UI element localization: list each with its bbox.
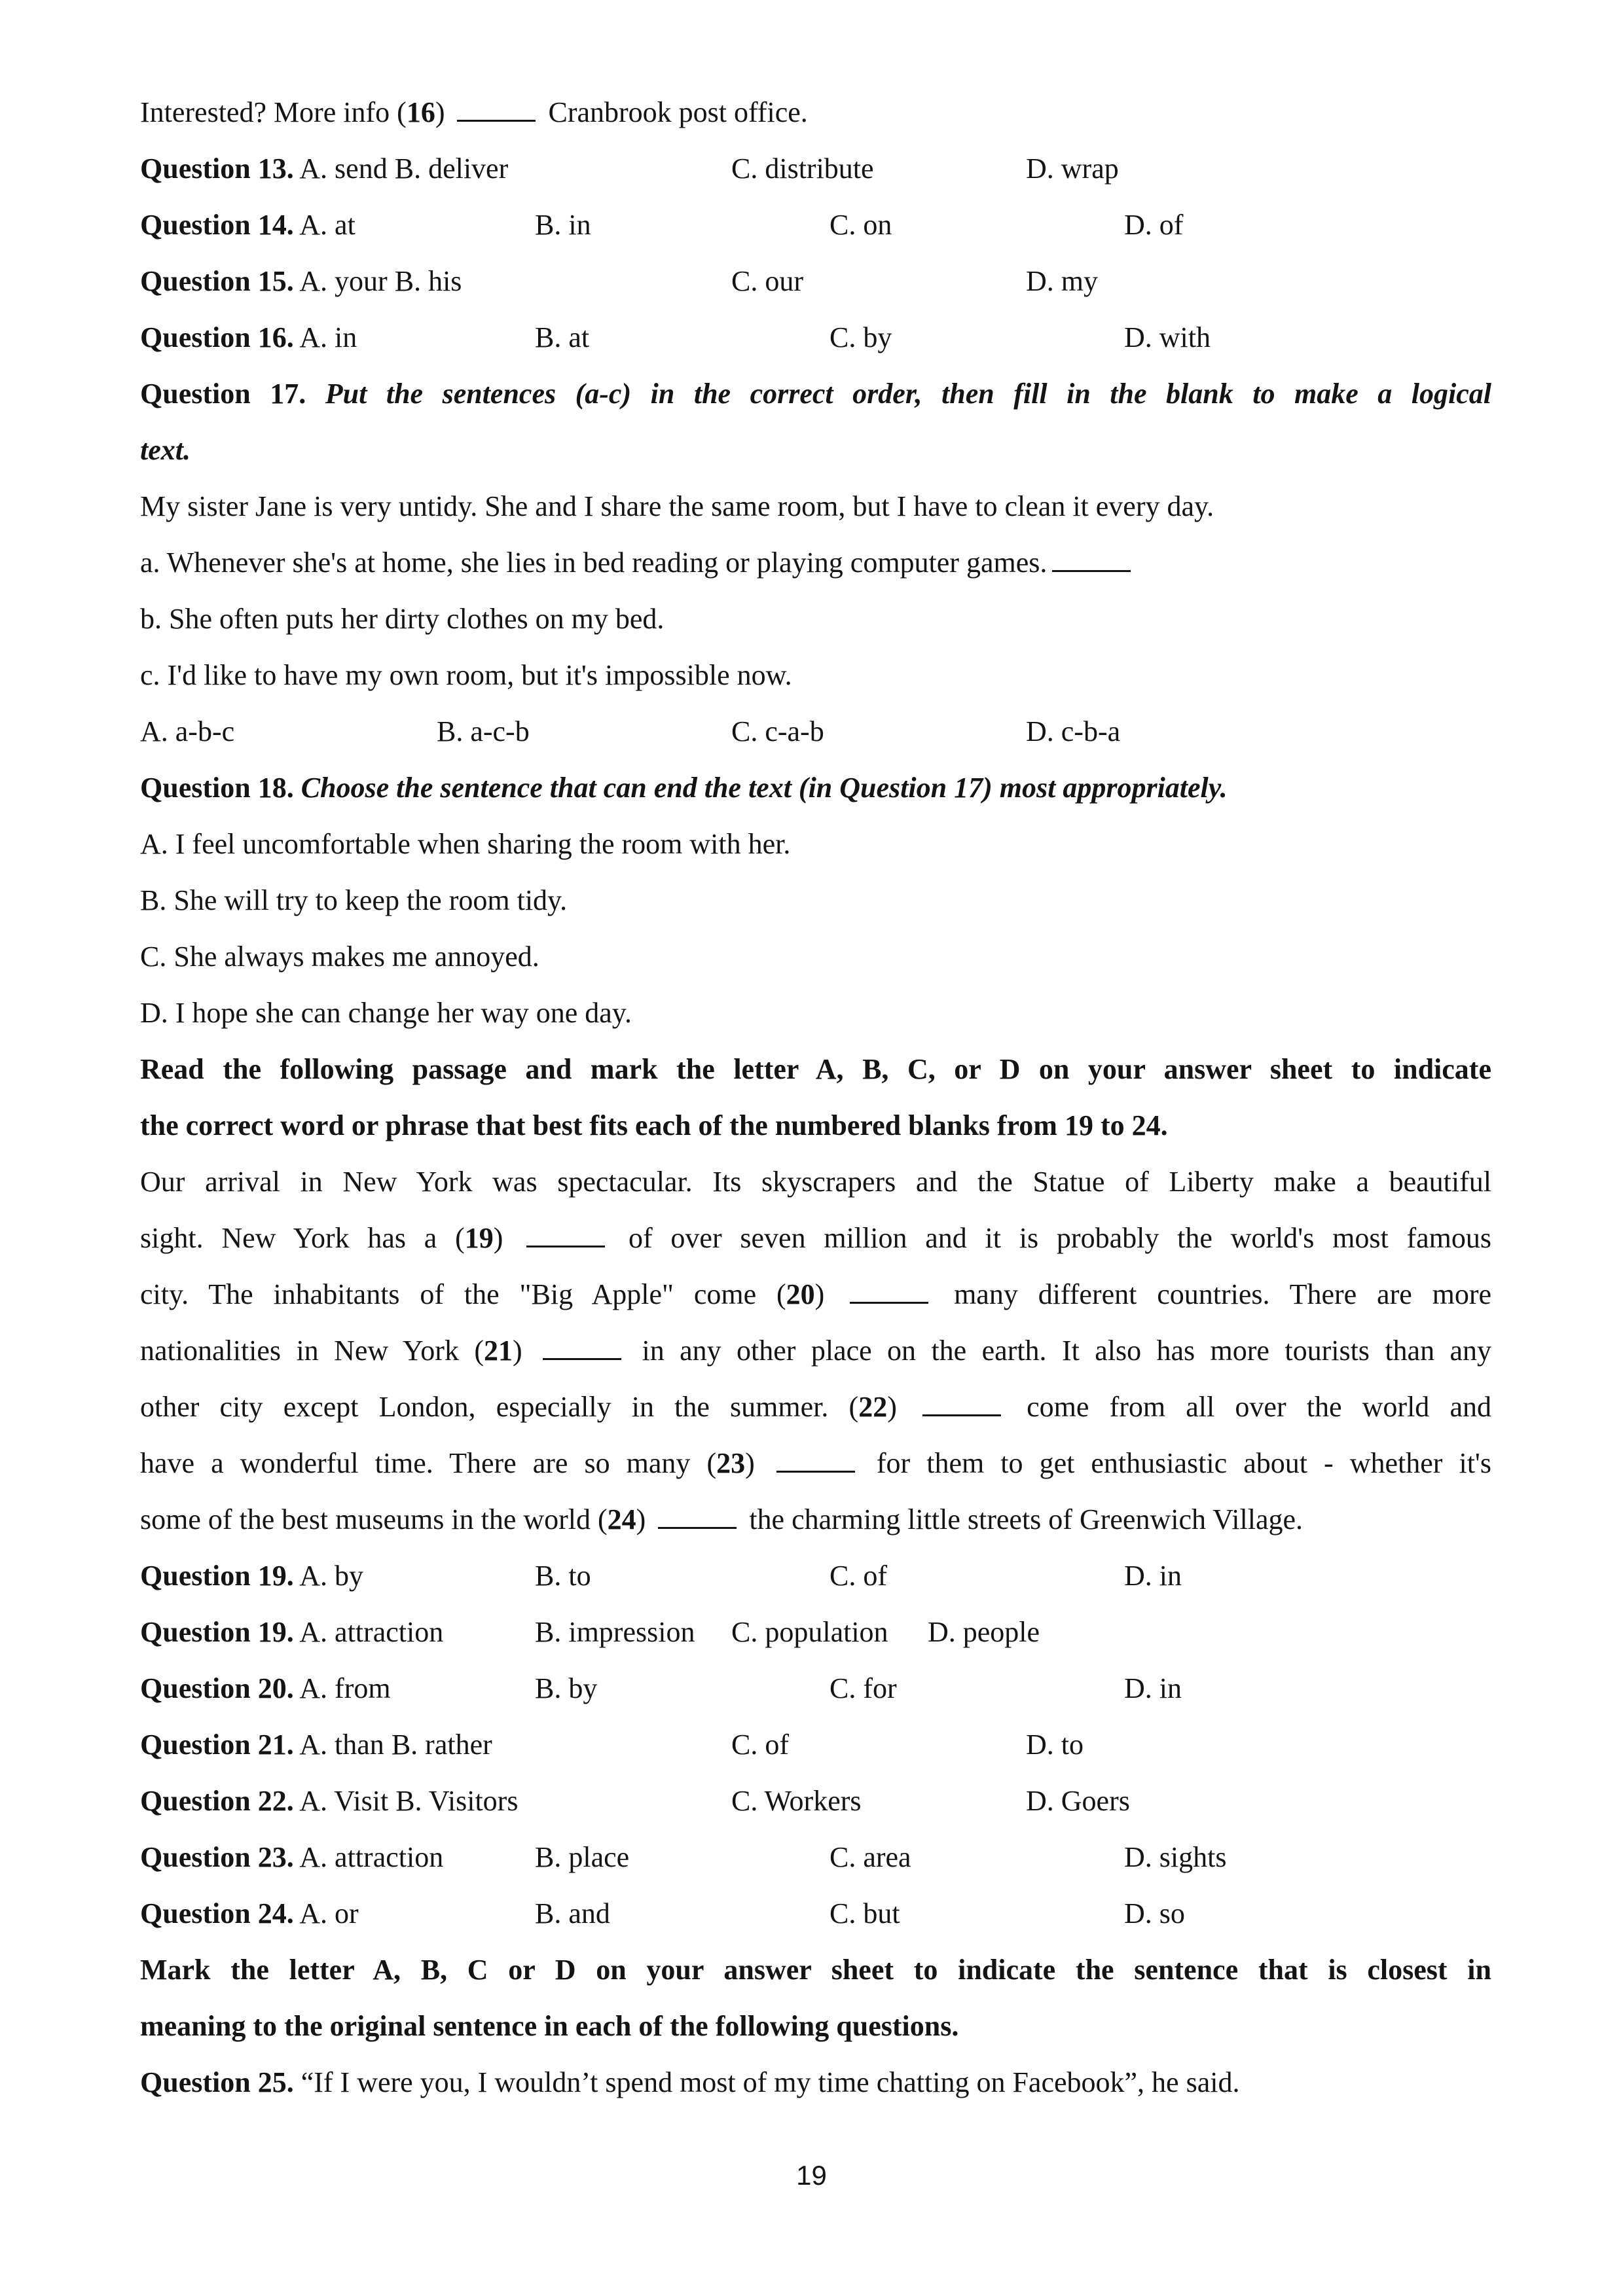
option-d[interactable]: D. in bbox=[1124, 1560, 1182, 1592]
option-c[interactable]: C. for bbox=[830, 1672, 897, 1704]
passage-line-1: Our arrival in New York was spectacular. Its skyscrapers and the Statue of Liberty make a beautiful bbox=[140, 1166, 1491, 1198]
question-label: Question 25. bbox=[140, 2066, 294, 2098]
passage-line-4 bbox=[140, 1331, 1491, 1371]
option-d[interactable]: D. sights bbox=[1124, 1841, 1227, 1873]
option-c[interactable]: C. population bbox=[731, 1616, 888, 1648]
blank-number: 24 bbox=[607, 1503, 636, 1535]
option-d[interactable]: D. with bbox=[1124, 321, 1211, 353]
option-b[interactable]: B. his bbox=[394, 265, 462, 297]
answer-blank-21[interactable] bbox=[543, 1335, 621, 1360]
text: of over seven million and it is probably the world's most famous bbox=[629, 1222, 1491, 1254]
text: Cranbrook post office. bbox=[541, 96, 808, 128]
option-a[interactable]: A. or bbox=[299, 1897, 359, 1929]
option-b[interactable]: B. deliver bbox=[394, 152, 509, 185]
option-c[interactable]: C. our bbox=[731, 265, 803, 297]
question-label: Question 16. bbox=[140, 321, 294, 353]
option-c[interactable]: C. distribute bbox=[731, 152, 874, 185]
question-label: Question 24. bbox=[140, 1897, 294, 1929]
question-label: Question 21. bbox=[140, 1729, 294, 1761]
blank-number: 21 bbox=[484, 1335, 513, 1367]
text: ) bbox=[887, 1391, 897, 1423]
sentence-a bbox=[140, 543, 1136, 583]
question-22 bbox=[140, 1782, 518, 1821]
question-23 bbox=[140, 1838, 443, 1877]
question-label: Question 22. bbox=[140, 1785, 294, 1817]
question-16 bbox=[140, 318, 357, 357]
blank-number: 19 bbox=[464, 1222, 494, 1254]
sentence-text: a. Whenever she's at home, she lies in bed reading or playing computer games. bbox=[140, 547, 1048, 579]
text: ) bbox=[435, 96, 452, 128]
question-label: Question 14. bbox=[140, 209, 294, 241]
option-a[interactable]: A. attraction bbox=[299, 1616, 444, 1648]
blank-number: 22 bbox=[858, 1391, 888, 1423]
option-b[interactable]: B. to bbox=[535, 1560, 591, 1592]
option-b[interactable]: B. at bbox=[535, 321, 590, 353]
text: other city except London, especially in the summer. ( bbox=[140, 1391, 859, 1423]
option-a[interactable]: A. from bbox=[299, 1672, 391, 1704]
option-b[interactable]: B. in bbox=[535, 209, 591, 241]
option-a[interactable]: A. a-b-c bbox=[140, 715, 235, 747]
text: some of the best museums in the world ( bbox=[140, 1503, 608, 1535]
option-b[interactable]: B. impression bbox=[535, 1616, 695, 1648]
option-a[interactable]: A. in bbox=[299, 321, 357, 353]
question-label: Question 19. bbox=[140, 1616, 294, 1648]
option-b[interactable]: B. and bbox=[535, 1897, 610, 1929]
option-a[interactable]: A. Visit bbox=[299, 1785, 389, 1817]
blank-number: 20 bbox=[786, 1278, 815, 1310]
option-c[interactable]: C. c-a-b bbox=[731, 715, 824, 747]
option-c[interactable]: C. She always makes me annoyed. bbox=[140, 941, 539, 973]
text: ) bbox=[513, 1335, 522, 1367]
option-a[interactable]: A. at bbox=[299, 209, 356, 241]
text: the charming little streets of Greenwich Village. bbox=[749, 1503, 1304, 1535]
option-d[interactable]: D. to bbox=[1026, 1729, 1084, 1761]
option-b[interactable]: B. a-c-b bbox=[437, 715, 530, 747]
text: ) bbox=[636, 1503, 646, 1535]
option-d[interactable]: D. I hope she can change her way one day. bbox=[140, 997, 632, 1029]
option-b[interactable]: B. by bbox=[535, 1672, 598, 1704]
option-a[interactable]: A. than bbox=[299, 1729, 384, 1761]
page-number: 19 bbox=[796, 2160, 827, 2191]
question-19 bbox=[140, 1556, 363, 1596]
sentence-b: b. She often puts her dirty clothes on my bed. bbox=[140, 603, 665, 635]
question-21 bbox=[140, 1725, 492, 1765]
option-c[interactable]: C. but bbox=[830, 1897, 900, 1929]
option-c[interactable]: C. of bbox=[830, 1560, 887, 1592]
option-b[interactable]: B. Visitors bbox=[395, 1785, 519, 1817]
option-c[interactable]: C. of bbox=[731, 1729, 789, 1761]
question-label: Question 19. bbox=[140, 1560, 294, 1592]
closest-meaning-instruction-line-2: meaning to the original sentence in each of the following questions. bbox=[140, 2010, 959, 2042]
closest-meaning-instruction-line-1: Mark the letter A, B, C or D on your answer sheet to indicate the sentence that is closest in bbox=[140, 1954, 1491, 1986]
option-a[interactable]: A. by bbox=[299, 1560, 364, 1592]
answer-blank-24[interactable] bbox=[658, 1503, 737, 1529]
option-b[interactable]: B. She will try to keep the room tidy. bbox=[140, 884, 568, 916]
option-d[interactable]: D. wrap bbox=[1026, 152, 1119, 185]
answer-blank-19[interactable] bbox=[526, 1222, 605, 1247]
instruction-text: Choose the sentence that can end the text (in Question 17) most appropriately. bbox=[301, 772, 1228, 804]
text: have a wonderful time. There are so many ( bbox=[140, 1447, 717, 1479]
question-text: “If I were you, I wouldn’t spend most of my time chatting on Facebook”, he said. bbox=[301, 2066, 1240, 2098]
question-17-intro: My sister Jane is very untidy. She and I share the same room, but I have to clean it every day. bbox=[140, 490, 1214, 522]
question-18-instruction bbox=[140, 768, 1228, 808]
text: ) bbox=[814, 1278, 825, 1310]
passage-line-6 bbox=[140, 1444, 1491, 1483]
question-15 bbox=[140, 262, 462, 301]
answer-blank-20[interactable] bbox=[850, 1278, 928, 1304]
answer-blank-22[interactable] bbox=[922, 1391, 1001, 1416]
option-c[interactable]: C. by bbox=[830, 321, 892, 353]
question-label: Question 18. bbox=[140, 772, 294, 804]
text: in any other place on the earth. It also has more tourists than any bbox=[642, 1335, 1492, 1367]
question-label: Question 20. bbox=[140, 1672, 294, 1704]
text: for them to get enthusiastic about - whether it's bbox=[876, 1447, 1491, 1479]
reading-instruction-line-2: the correct word or phrase that best fits each of the numbered blanks from 19 to 24. bbox=[140, 1109, 1168, 1141]
question-label: Question 23. bbox=[140, 1841, 294, 1873]
text: city. The inhabitants of the "Big Apple" come ( bbox=[140, 1278, 786, 1310]
question-14 bbox=[140, 206, 356, 245]
question-label: Question 15. bbox=[140, 265, 294, 297]
text: come from all over the world and bbox=[1027, 1391, 1491, 1423]
instruction-text: Put the sentences (a-c) in the correct order, then fill in the blank to make a logical bbox=[325, 378, 1491, 410]
option-d[interactable]: D. so bbox=[1124, 1897, 1185, 1929]
text: nationalities in New York ( bbox=[140, 1335, 484, 1367]
text: many different countries. There are more bbox=[954, 1278, 1492, 1310]
option-a[interactable]: A. your bbox=[299, 265, 388, 297]
text: ) bbox=[745, 1447, 755, 1479]
option-d[interactable]: D. my bbox=[1026, 265, 1098, 297]
option-d[interactable]: D. in bbox=[1124, 1672, 1182, 1704]
question-17-instruction-cont: text. bbox=[140, 434, 191, 466]
option-a[interactable]: A. I feel uncomfortable when sharing the room with her. bbox=[140, 828, 791, 860]
option-a[interactable]: A. attraction bbox=[299, 1841, 444, 1873]
question-17-instruction bbox=[140, 374, 1491, 414]
option-d[interactable]: D. Goers bbox=[1026, 1785, 1130, 1817]
text: sight. New York has a ( bbox=[140, 1222, 465, 1254]
option-d[interactable]: D. people bbox=[928, 1616, 1040, 1648]
question-label: Question 13. bbox=[140, 152, 294, 185]
question-20 bbox=[140, 1669, 391, 1708]
blank-number: 16 bbox=[406, 96, 435, 128]
sentence-c: c. I'd like to have my own room, but it's impossible now. bbox=[140, 659, 792, 691]
option-a[interactable]: A. send bbox=[299, 152, 388, 185]
answer-blank[interactable] bbox=[1052, 547, 1131, 572]
option-c[interactable]: C. area bbox=[830, 1841, 911, 1873]
passage-line-7 bbox=[140, 1500, 1303, 1539]
question-13 bbox=[140, 149, 508, 188]
blank-number: 23 bbox=[716, 1447, 746, 1479]
option-d[interactable]: D. c-b-a bbox=[1026, 715, 1121, 747]
option-b[interactable]: B. place bbox=[535, 1841, 630, 1873]
passage-line-5 bbox=[140, 1388, 1491, 1427]
question-19b bbox=[140, 1613, 443, 1652]
question-label: Question 17. bbox=[140, 378, 306, 410]
question-24 bbox=[140, 1894, 359, 1933]
option-c[interactable]: C. on bbox=[830, 209, 892, 241]
passage-closing-line bbox=[140, 93, 808, 132]
option-b[interactable]: B. rather bbox=[391, 1729, 492, 1761]
text: ) bbox=[493, 1222, 503, 1254]
passage-line-3 bbox=[140, 1275, 1491, 1314]
text: Interested? More info ( bbox=[140, 96, 407, 128]
answer-blank-23[interactable] bbox=[776, 1447, 855, 1473]
option-d[interactable]: D. of bbox=[1124, 209, 1184, 241]
reading-instruction-line-1: Read the following passage and mark the letter A, B, C, or D on your answer sheet to indicate bbox=[140, 1053, 1491, 1085]
passage-line-2 bbox=[140, 1219, 1491, 1258]
answer-blank bbox=[457, 96, 536, 122]
option-c[interactable]: C. Workers bbox=[731, 1785, 862, 1817]
question-25 bbox=[140, 2063, 1239, 2102]
